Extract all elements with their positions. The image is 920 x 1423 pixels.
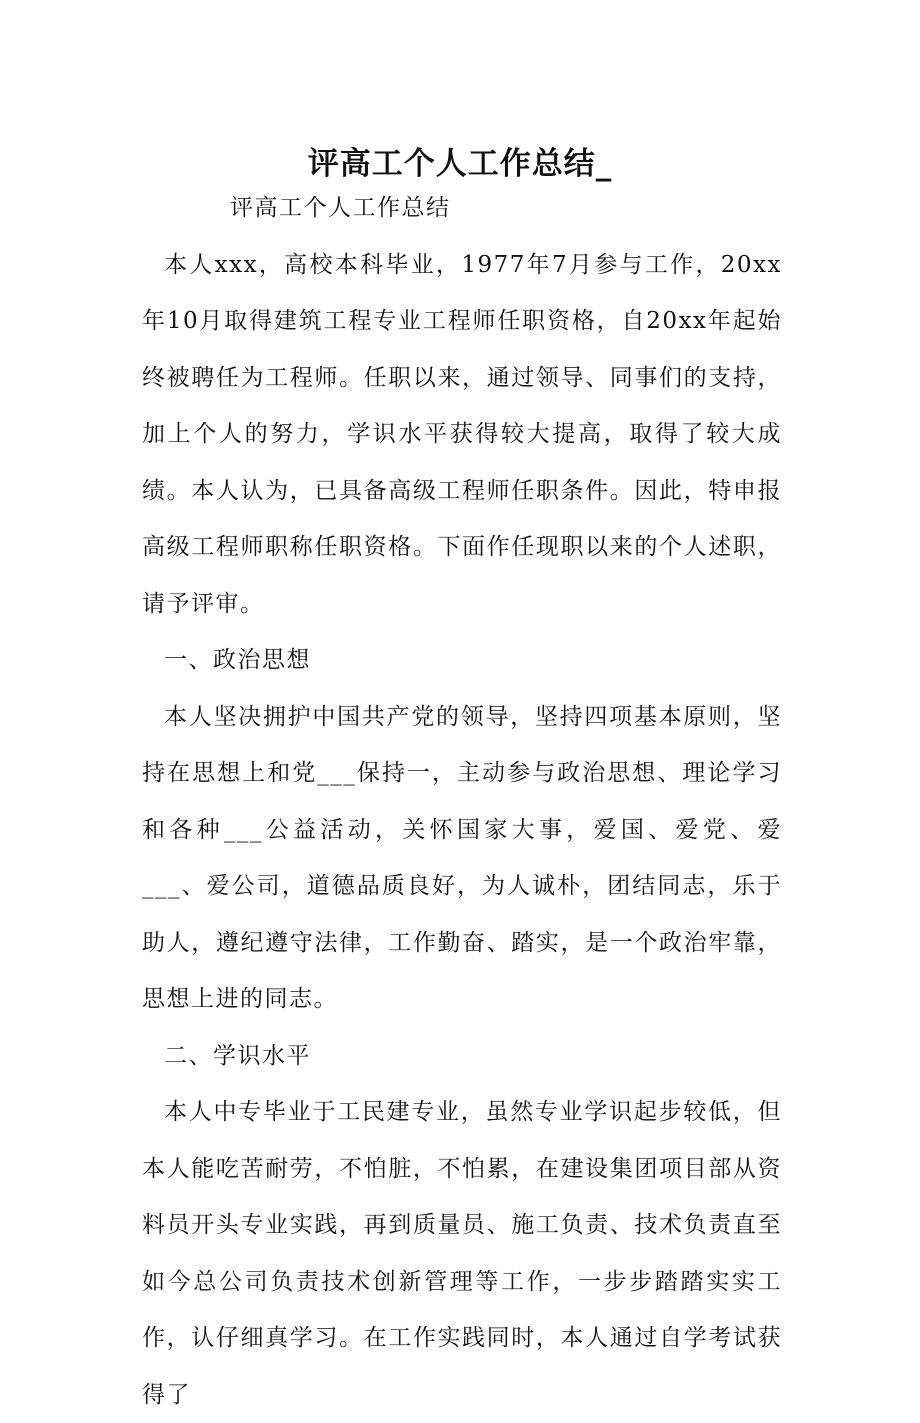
- section-heading-knowledge: 二、学识水平: [164, 1042, 311, 1069]
- paragraph-knowledge: 本人中专毕业于工民建专业，虽然专业学识起步较低，但本人能吃苦耐劳，不怕脏，不怕累，在建设集团项目部从资料员开头专业实践，再到质量员、施工负责、技术负责直至如今总公司负责技术创新管理等工作，一步步踏踏实实工作，认仔细真学习。在工作实践同时，本人通过自学考试获得了: [142, 1099, 782, 1408]
- section-heading-politics: 一、政治思想: [164, 647, 311, 673]
- document-title: 评高工个人工作总结_: [307, 145, 613, 182]
- document-body: [142, 180, 782, 1423]
- paragraph-intro: 本人xxx，高校本科毕业，1977年7月参与工作，20xx年10月取得建筑工程专业工程师任职资格，自20xx年起始终被聘任为工程师。任职以来，通过领导、同事们的支持，加上个人的努力，学识水平获得较大提高，取得了较大成绩。本人认为，已具备高级工程师任职条件。因此，特申报高级工程师职称任职资格。下面作任现职以来的个人述职，请予评审。: [142, 251, 782, 617]
- paragraph-politics: 本人坚决拥护中国共产党的领导，坚持四项基本原则，坚持在思想上和党___保持一，主动参与政治思想、理论学习和各种___公益活动，关怀国家大事，爱国、爱党、爱___、爱公司，道德品质良好，为人诚朴，团结同志，乐于助人，遵纪遵守法律，工作勤奋、踏实，是一个政治牢靠，思想上进的同志。: [142, 703, 782, 1012]
- document-subtitle: 评高工个人工作总结: [230, 195, 451, 221]
